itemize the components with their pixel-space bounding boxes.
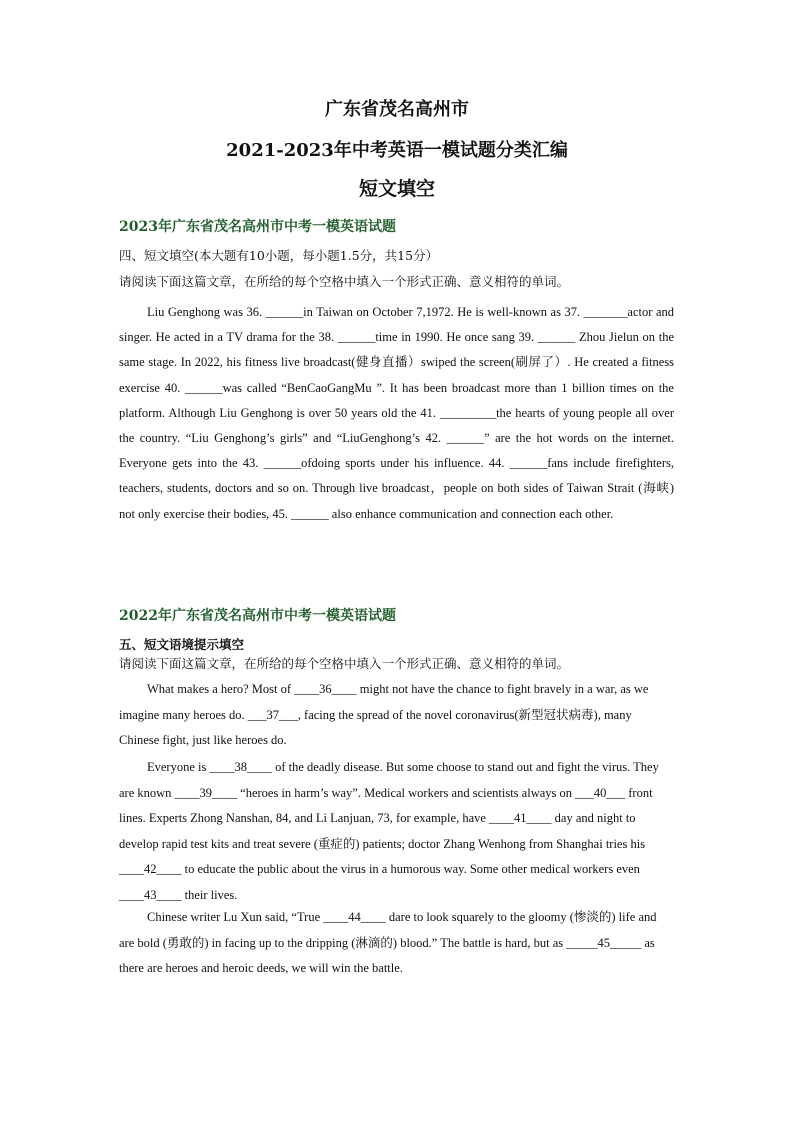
doc-title-region: 广东省茂名高州市	[325, 99, 469, 120]
section-2022-heading: 2022年广东省茂名高州市中考一模英语试题	[119, 608, 396, 624]
doc-title-exam: 2021-2023年中考英语一模试题分类汇编	[226, 140, 568, 161]
section-2023-instruction: 请阅读下面这篇文章，在所给的每个空格中填入一个形式正确、意义相符的单词。	[119, 274, 570, 289]
section-2022-paragraph-2: Everyone is ____38____ of the deadly disease. But some choose to stand out and fight the virus. They are known ____39____ “heroes in harm’s way”. Medical workers and scientists always on ___40___ front lines. Experts Zhong Nanshan, 84, and Li Lanjuan, 73, for example, have ____41____ day and night to develop rapid test kits and treat severe (重症的) patients; doctor Zhang Wenhong from Shanghai tries his ____42____ to educate the public about the virus in a humorous way. Some other medical workers even ____43____ their lives.	[119, 760, 659, 902]
section-2022-paragraph-3: Chinese writer Lu Xun said, “True ____44____ dare to look squarely to the gloomy (惨淡的) life and are bold (勇敢的) in facing up to the dripping (淋滴的) blood.” The battle is hard, but as _____45_____ as there are heroes and heroic deeds, we will win the battle.	[119, 910, 657, 976]
doc-title-topic: 短文填空	[358, 178, 435, 200]
section-2023-heading: 2023年广东省茂名高州市中考一模英语试题	[119, 219, 396, 235]
section-2022-paragraph-1: What makes a hero? Most of ____36____ might not have the chance to fight bravely in a war, as we imagine many heroes do. ___37___, facing the spread of the novel coronavirus(新型冠状病毒), many Chinese fight, just like heroes do.	[119, 682, 649, 748]
section-2023-passage: Liu Genghong was 36. ______in Taiwan on October 7,1972. He is well-known as 37. _______actor and singer. He acted in a TV drama for the 38. ______time in 1990. He once sang 39. ______ Zhou Jielun on the same stage. In 2022, his fitness live broadcast(健身直播）swiped the screen(刷屏了）. He created a fitness exercise 40. ______was called “BenCaoGangMu ”. It has been broadcast more than 1 billion times on the platform. Although Liu Genghong is over 50 years old the 41. _________the hearts of young people all over the country. “Liu Genghong’s girls” and “LiuGenghong’s 42. ______” are the hot words on the internet. Everyone gets into the 43. ______ofdoing sports under his influence. 44. ______fans include firefighters, teachers, students, doctors and so on. Through live broadcast，people on both sides of Taiwan Strait (海峡) not only exercise their bodies, 45. ______ also enhance communication and connection each other.	[119, 305, 674, 521]
section-2022-part-title: 五、短文语境提示填空	[119, 637, 245, 652]
section-2022-instruction: 请阅读下面这篇文章，在所给的每个空格中填入一个形式正确、意义相符的单词。	[119, 656, 570, 671]
section-2023-part-title: 四、短文填空(本大题有10小题，每小题1.5分，共15分）	[119, 248, 439, 263]
